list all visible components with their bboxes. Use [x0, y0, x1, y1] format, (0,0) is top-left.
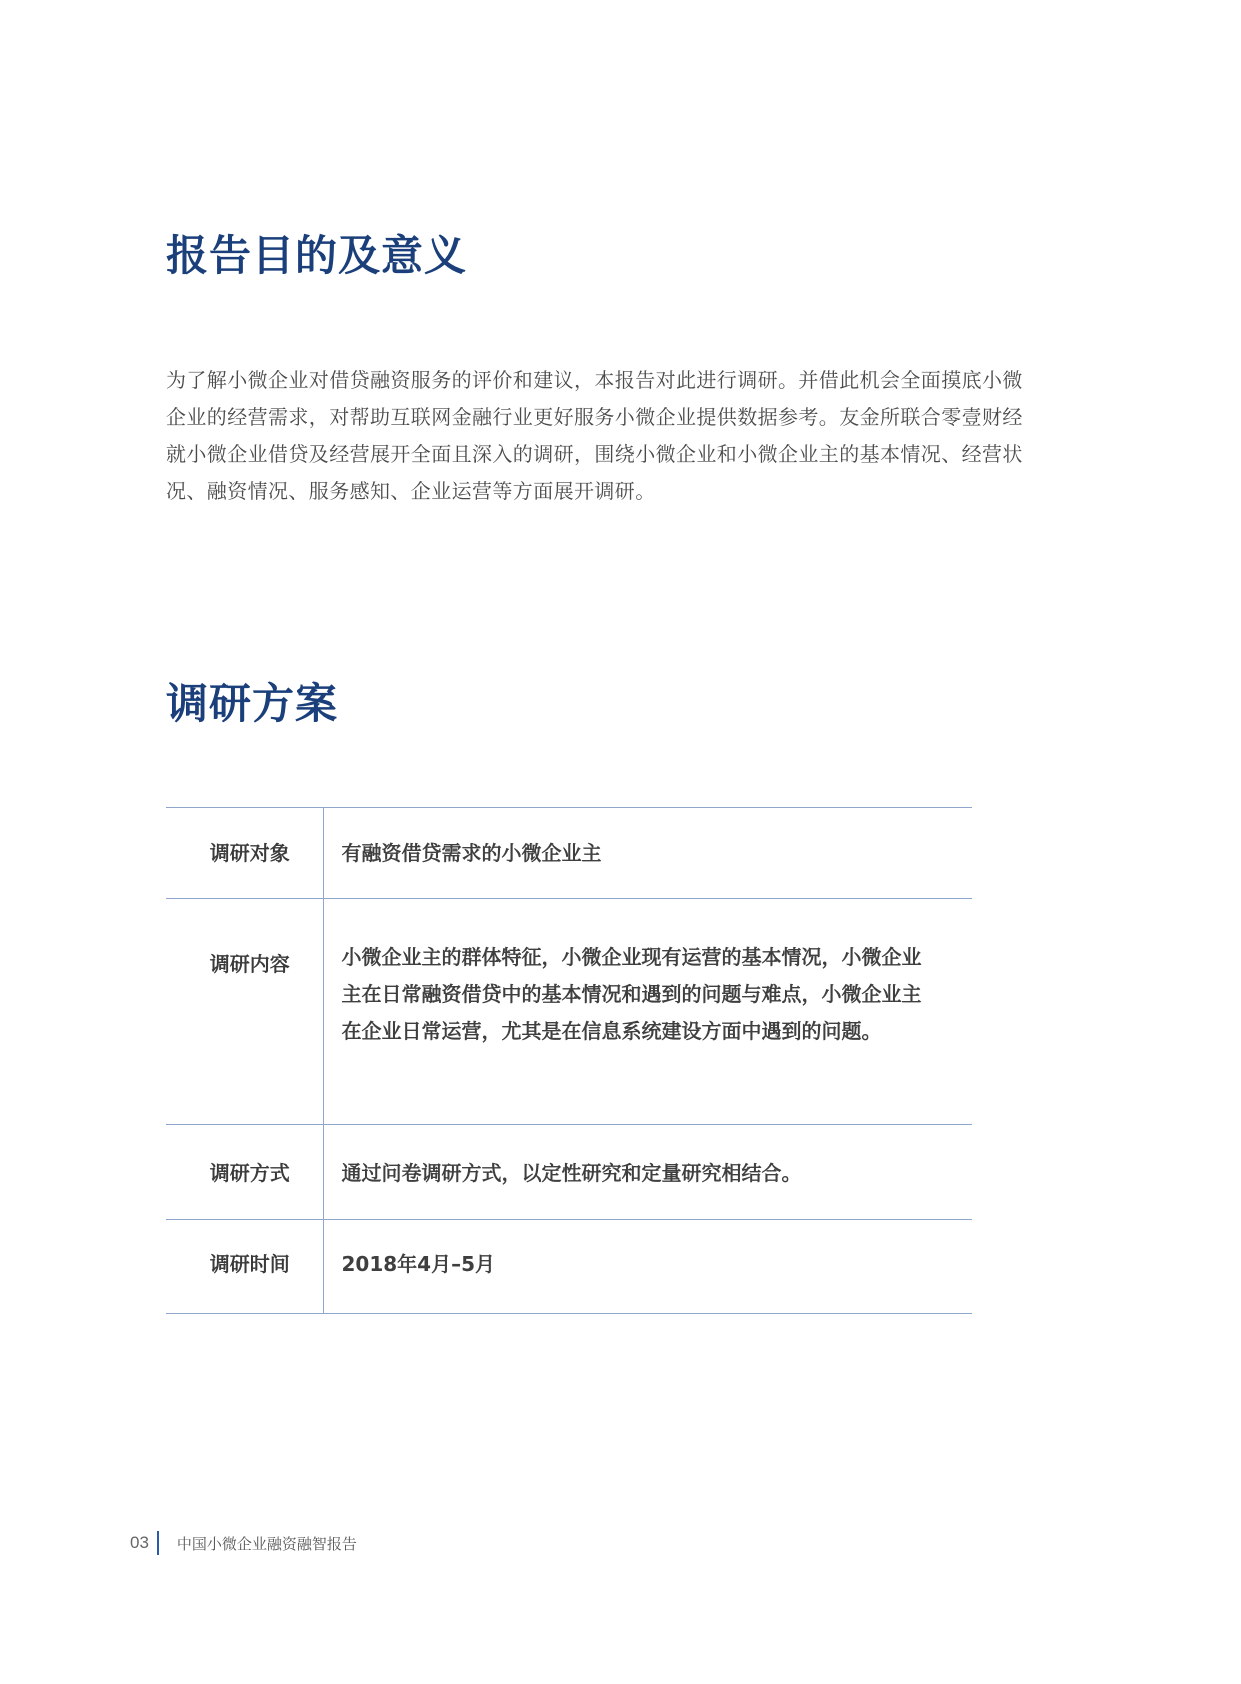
page-footer	[130, 1531, 357, 1555]
table-row-content	[166, 899, 972, 1125]
row-label: 调研方式	[209, 1161, 290, 1185]
table-row-method	[166, 1125, 972, 1220]
page-number: 03	[130, 1533, 149, 1552]
report-title: 中国小微企业融资融智报告	[176, 1534, 357, 1553]
row-label: 调研对象	[209, 841, 290, 865]
row-value: 通过问卷调研方式，以定性研究和定量研究相结合。	[323, 1125, 972, 1220]
research-plan-table	[166, 807, 972, 1314]
row-label: 调研内容	[209, 952, 290, 976]
row-label: 调研时间	[209, 1252, 290, 1276]
row-label-cell	[166, 1220, 323, 1314]
table-row-time	[166, 1220, 972, 1314]
section-title-purpose: 报告目的及意义	[166, 231, 468, 280]
row-value: 2018年4月–5月	[323, 1220, 972, 1314]
row-label-cell	[166, 899, 323, 1125]
section-title-plan: 调研方案	[166, 679, 339, 728]
row-value: 有融资借贷需求的小微企业主	[323, 808, 972, 899]
row-label-cell	[166, 1125, 323, 1220]
row-value: 小微企业主的群体特征，小微企业现有运营的基本情况，小微企业主在日常融资借贷中的基本情况和遇到的问题与难点，小微企业主在企业日常运营，尤其是在信息系统建设方面中遇到的问题。	[323, 899, 972, 1125]
table-row-subject	[166, 808, 972, 899]
footer-divider	[157, 1531, 159, 1555]
purpose-paragraph: 为了解小微企业对借贷融资服务的评价和建议，本报告对此进行调研。并借此机会全面摸底小微企业的经营需求，对帮助互联网金融行业更好服务小微企业提供数据参考。友金所联合零壹财经就小微企业借贷及经营展开全面且深入的调研，围绕小微企业和小微企业主的基本情况、经营状况、融资情况、服务感知、企业运营等方面展开调研。	[166, 368, 1023, 503]
row-label-cell	[166, 808, 323, 899]
